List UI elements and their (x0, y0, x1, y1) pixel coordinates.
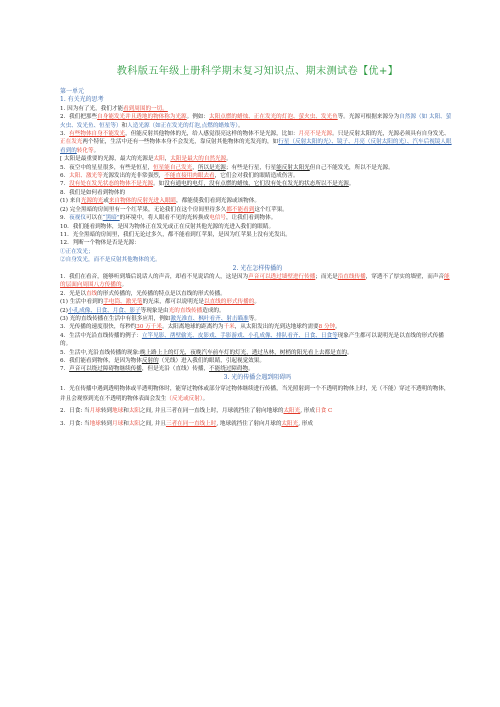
paragraph: 3．光传播的速度很快，每秒约30 万千米。太阳离地球的距离约为千米，从太阳发出的光到达地球约需要8 分钟。 (60, 324, 341, 331)
section-heading-1: 1. 有关光的思考 (60, 96, 104, 104)
paragraph: ②自身发光，而不是反射其他物体的光。 (60, 257, 161, 264)
paragraph: ①正在发光； (60, 248, 94, 255)
paragraph: 11．光全黑暗的房间里，我们无论过多久，都不能看到红苹果，是因为红苹果上没有光发出。 (60, 231, 291, 238)
document-page (60, 62, 455, 430)
section-heading-2: 2. 光在怎样传播的 (232, 264, 283, 272)
paragraph: 4．生活中光沿直线传播的例子：立竿见影、凿壁偷光、皮影戏、手影游戏、小孔成像、排队看齐、日食、日食等现象产生都可以说明光是以直线的形式传播的。 (60, 332, 444, 348)
paragraph: 6．我们能看到物体，是因为物体反射的（光线）进入我们的眼睛，引起视觉效果。 (60, 358, 265, 364)
paragraph: 8．我们是如何看到物体的 (60, 189, 126, 196)
document-title: 教科版五年级上册科学期末复习知识点、期末测试卷【优+】 (116, 66, 399, 77)
paragraph: 2．我们把那些自身能发光并且透地的物体称为光源。例如：太阳点燃的蜡烛、正在发光的灯泡、萤火虫、发光鱼等。光源可根据来源分为自然源（如 太阳、萤火虫、发光鱼、恒星等）和人造光源（如正在发光的灯泡,点燃的蜡烛等）。 (60, 114, 452, 129)
paragraph: (3) 光的直线传播在生活中有很多应用，例如激光准直、枫叶看齐、射击瞄准等。 (60, 315, 260, 322)
paragraph: 6．太阳、激光等光源发出的光非常强烈，不能直接用肉眼去看，它们会对我们的眼睛造成伤害。 (60, 173, 299, 180)
paragraph: 12．判断一个物体是否是光源： (60, 240, 140, 247)
paragraph: 2．日食: 当月球转到地球和太阳之间, 并且三者在同一直线上时，月球就挡住了射向地球的太阳光, 形成日食 C (60, 408, 333, 415)
paragraph: (2)小孔成像、日食、月食、影子等现象是由光的直线传播造成的。 (60, 307, 225, 314)
paragraph: (2) 完全黑暗的房间里有一个红苹果，无论我们在这个房间里待多久都不能看到这个红苹果。 (60, 206, 288, 213)
paragraph: 9．夜视仪可以在“黑暗”的环境中，将人眼看不见的光转换成电信号，让我们看到物体。 (60, 215, 277, 222)
paragraph: 7．声音可以绕过障碍物继续传播，但是光沿（直线）传播，不能绕过障碍物。 (60, 366, 254, 373)
paragraph: 3．有些物体自身不能发光，但能反射其他物体的光，给人感觉很亮这样的物体不是光源，比如：月亮不是光源。只是反射太阳的光，光源必须具有自身发光、正在发光两个特征，生活中还有一些物体本身不会发光，靠反射其他物体的光发亮的，如行星（反射太阳的光）、镜子、月亮（反射太阳的光）、汽车后视镜人眼看到的转化等。 (60, 131, 452, 154)
unit-heading: 第一单元 (60, 88, 85, 95)
paragraph: 7．没有处在发光状态的物体不是光源。如没有通电的电灯，没有点燃的蜡烛，它们没有处在发光的状态所以不是光源。 (60, 181, 355, 188)
paragraph: [ 太阳是最重要的光源，最大的光源是太阳，太阳是最大的自然光源。 (60, 156, 232, 163)
paragraph: 5．夜空中的星星很多，有些是恒星，恒星能自己发光，所以是光源；有些是行星，行星能反射太阳光但自己不能发光，所以不是光源。 (60, 164, 394, 171)
paragraph: 5．生活中,光沿直线传播的现象:晚上路上上的灯光，夜晚汽车前车灯的灯光，透过丛林，树梢的阳光看上去都是直的。 (60, 349, 353, 356)
paragraph: 3．月食: 当地球转到月球和太阳之间, 并且三者在同一直线上时, 地球就挡住了射向月球的太阳光, 形成 (60, 421, 313, 427)
section-heading-3: 3. 光的传播会遇到阻碍吗 (223, 373, 292, 381)
paragraph: 10．我们能看到物体，是因为物体正在发光或正在反射其他光源的光进入我们的眼睛。 (60, 223, 275, 230)
paragraph: (1) 生活中看到的手电筒、激光笔的光束，都可以说明光是以直线的形式传播的。 (60, 299, 260, 306)
paragraph: (1) 来自光源的光或来自物体的反射光进入眼睛，都能使我们看到光源或该物体。 (60, 198, 260, 205)
paragraph: 1．光在传播中遇到透明物体或半透明物体时，能穿过物体或部分穿过物体继续进行传播，当光照射到一个不透明的物体上时，光（不能）穿过不透明的物体，并且会观察到光在不透明的物体表面会发生（反光或反射）。 (60, 386, 450, 402)
paragraph: 1．我们在看音，能够听到墙后说话人的声音，却看不见说话的人，这是因为声音可以透过墙壁进行传播；而光是沿直线传播，穿透不了厚实的墙壁，而声音能的层面向周围八方传播的。 (60, 273, 450, 289)
paragraph: 2．光是以直线的形式传播的，光传播的特点是以直线的形式传播。 (60, 290, 226, 297)
paragraph: 1. 因为有了光，我们才能看到周围的一切。 (60, 105, 168, 112)
